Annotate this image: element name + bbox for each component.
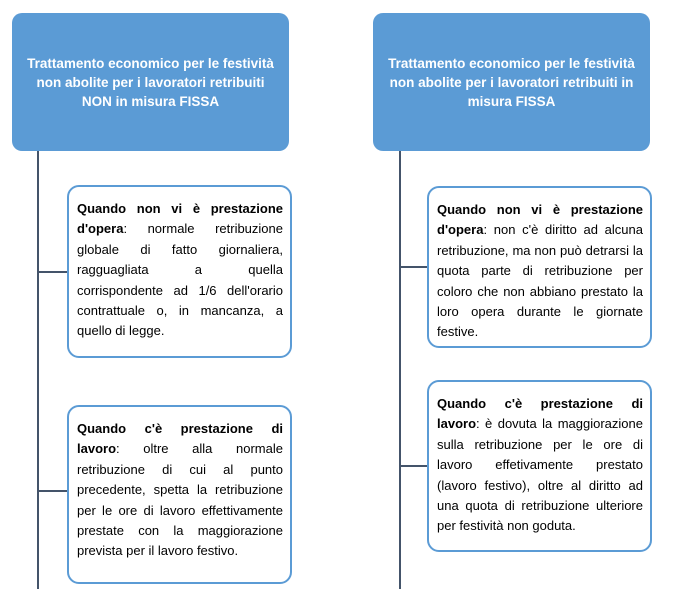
left-card-1-text: : normale retribuzione globale di fatto giornaliera, ragguagliata a quella corrispondente ad 1/6 dell'orario contrattuale o, in mancanza, a quello di legge.	[77, 221, 283, 339]
right-card-no-prestazione	[427, 186, 652, 348]
right-card-1-heading: Quando non vi è prestazione d'opera	[437, 202, 643, 238]
right-connector-branch-2	[399, 465, 428, 467]
right-card-2-heading: Quando c'è prestazione di lavoro	[437, 396, 643, 432]
left-card-no-prestazione	[67, 185, 292, 358]
left-connector-branch-2	[37, 490, 68, 492]
left-header-box	[12, 13, 289, 151]
left-card-2-heading: Quando c'è prestazione di lavoro	[77, 421, 283, 457]
left-card-prestazione	[67, 405, 292, 584]
left-connector-vertical	[37, 151, 39, 589]
right-connector-branch-1	[399, 266, 428, 268]
left-card-1-heading: Quando non vi è prestazione d'opera	[77, 201, 283, 237]
right-connector-vertical	[399, 151, 401, 589]
left-card-2-text: : oltre alla normale retribuzione di cui al punto precedente, spetta la retribuzione per le ore di lavoro effettivamente prestate con la maggiorazione prevista per il lavoro festivo.	[77, 441, 283, 559]
left-header-title: Trattamento economico per le festività non abolite per i lavoratori retribuiti NON in misura FISSA	[27, 55, 274, 109]
right-card-2-text: : è dovuta la maggiorazione sulla retribuzione per le ore di lavoro effetivamente prestato (lavoro festivo), oltre al diritto ad una quota di retribuzione ulteriore per festività non goduta.	[437, 416, 643, 534]
right-card-prestazione	[427, 380, 652, 552]
right-card-1-text: : non c'è diritto ad alcuna retribuzione, ma non può detrarsi la quota parte di retribuzione per coloro che non abbiano prestato la loro opera durante le giornate festive.	[437, 222, 643, 340]
left-connector-branch-1	[37, 271, 68, 273]
right-header-title: Trattamento economico per le festività non abolite per i lavoratori retribuiti in misura FISSA	[388, 55, 635, 109]
right-header-box	[373, 13, 650, 151]
